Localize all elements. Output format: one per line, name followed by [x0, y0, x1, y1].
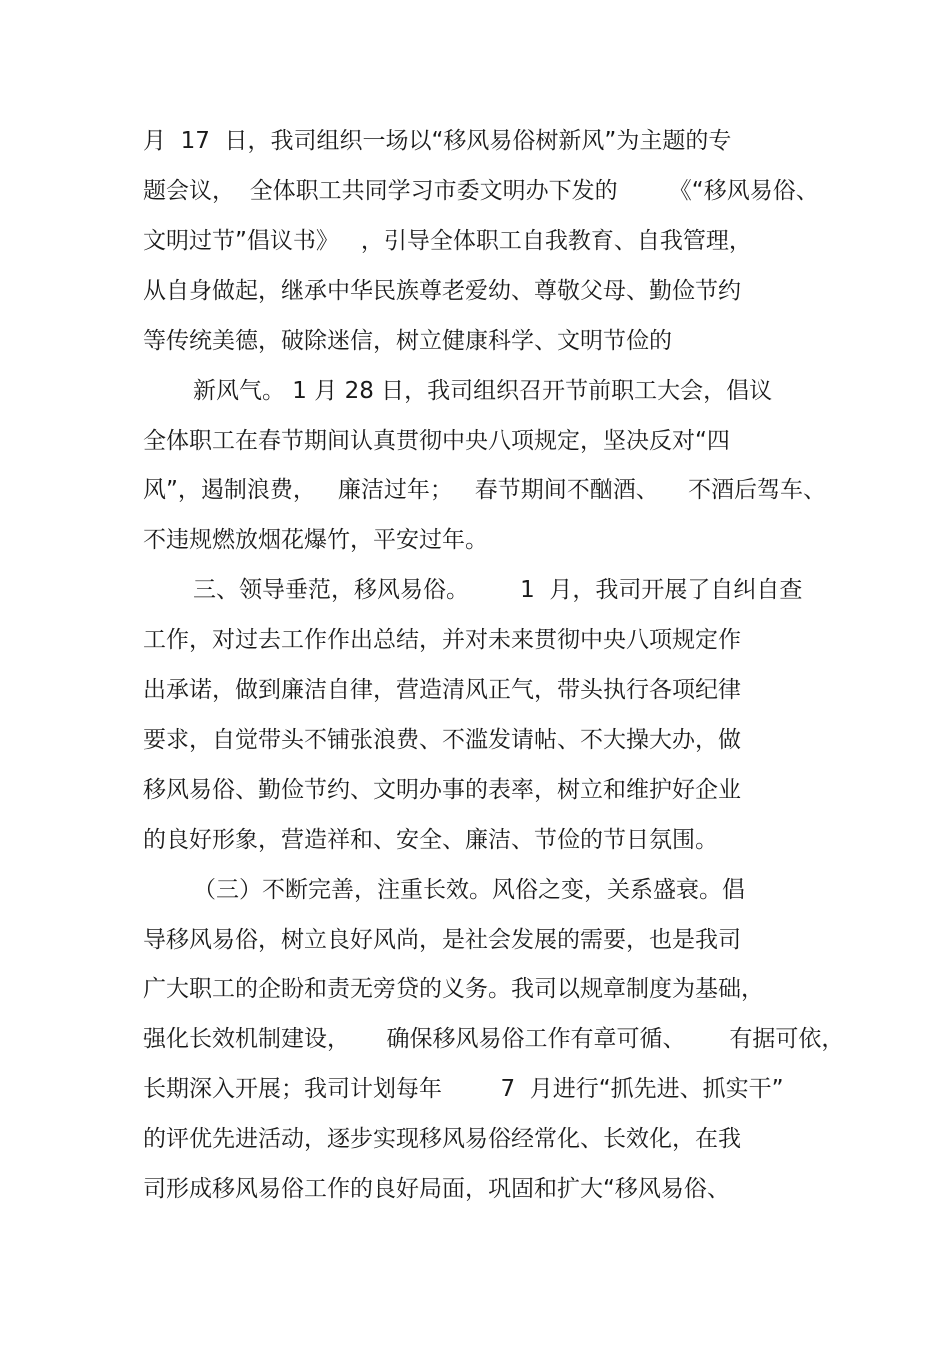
text-line: 三、领导垂范，移风易俗。 1 月，我司开展了自纠自查 [193, 577, 803, 603]
text-line: 的良好形象，营造祥和、安全、廉洁、节俭的节日氛围。 [143, 827, 718, 853]
text-line: 新风气。 1 月 28 日，我司组织召开节前职工大会，倡议 [193, 378, 773, 404]
text-line: 工作，对过去工作作出总结，并对未来贯彻中央八项规定作 [143, 627, 741, 653]
text-line: 广大职工的企盼和责无旁贷的义务。我司以规章制度为基础， [143, 976, 764, 1002]
text-line: 移风易俗、勤俭节约、文明办事的表率，树立和维护好企业 [143, 777, 741, 803]
text-line: 全体职工在春节期间认真贯彻中央八项规定，坚决反对“四 [143, 428, 730, 454]
text-line: 导移风易俗，树立良好风尚，是社会发展的需要，也是我司 [143, 927, 741, 953]
text-line: 风”，遏制浪费， 廉洁过年； 春节期间不酗酒、 不酒后驾车、 [143, 477, 827, 503]
text-line: 从自身做起，继承中华民族尊老爱幼、尊敬父母、勤俭节约 [143, 278, 741, 304]
text-line: 长期深入开展；我司计划每年 7 月进行“抓先进、抓实干” [143, 1076, 784, 1102]
text-line: 司形成移风易俗工作的良好局面，巩固和扩大“移风易俗、 [143, 1176, 730, 1202]
text-line: （三）不断完善，注重长效。风俗之变，关系盛衰。倡 [193, 877, 745, 903]
text-line: 出承诺，做到廉洁自律，营造清风正气，带头执行各项纪律 [143, 677, 741, 703]
text-line: 文明过节”倡议书》 ，引导全体职工自我教育、自我管理， [143, 228, 752, 254]
text-line: 强化长效机制建设， 确保移风易俗工作有章可循、 有据可依， [143, 1026, 845, 1052]
text-line: 要求，自觉带头不铺张浪费、不滥发请帖、不大操大办，做 [143, 727, 741, 753]
text-line: 不违规燃放烟花爆竹，平安过年。 [143, 527, 488, 553]
text-line: 的评优先进活动，逐步实现移风易俗经常化、长效化，在我 [143, 1126, 741, 1152]
text-line: 月 17 日，我司组织一场以“移风易俗树新风”为主题的专 [143, 128, 732, 154]
text-line: 等传统美德，破除迷信，树立健康科学、文明节俭的 [143, 328, 672, 354]
text-line: 题会议， 全体职工共同学习市委文明办下发的 《“移风易俗、 [143, 178, 819, 204]
